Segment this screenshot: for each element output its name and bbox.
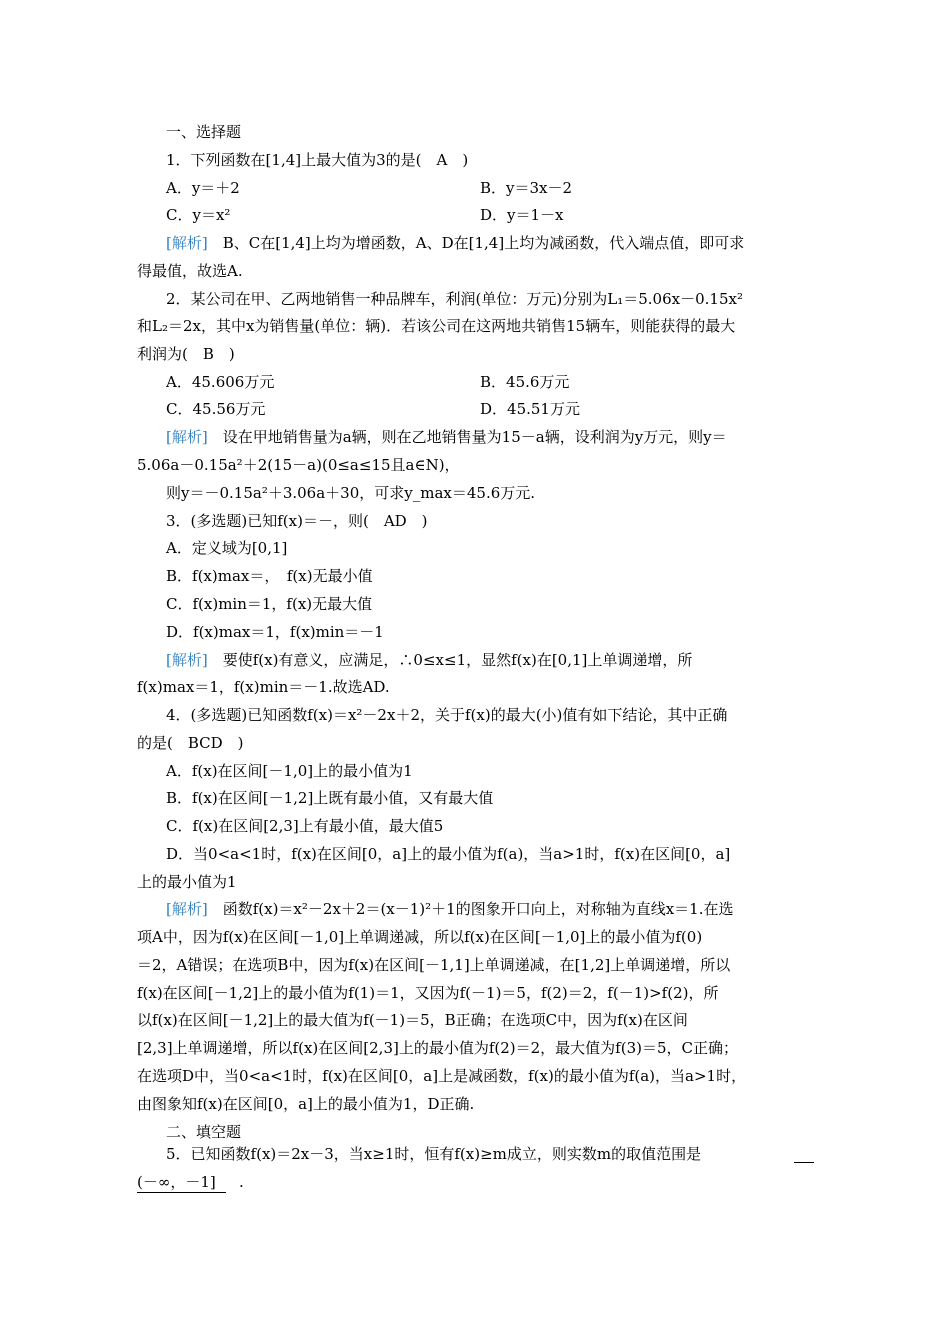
line-text: 上的最小值为1 bbox=[137, 873, 237, 891]
text-line bbox=[137, 677, 390, 697]
text-line bbox=[166, 566, 373, 586]
line-text: 5．已知函数f(x)＝2x－3，当x≥1时，恒有f(x)≥m成立，则实数m的取值范围是 bbox=[166, 1145, 702, 1163]
line-text: ＝2，A错误；在选项B中，因为f(x)在区间[－1,1]上单调递减，在[1,2]上单调递增，所以 bbox=[137, 956, 731, 974]
text-line bbox=[166, 622, 384, 642]
line-text: D．f(x)max＝1，f(x)min＝－1 bbox=[166, 623, 384, 641]
analysis-tag: [解析] bbox=[166, 651, 208, 669]
line-text: A．45.606万元 bbox=[166, 373, 275, 391]
line-text: C．45.56万元 bbox=[166, 400, 266, 418]
line-text: 在选项D中，当0<a<1时，f(x)在区间[0，a]上是减函数，f(x)的最小值为f(a)，当a>1时， bbox=[137, 1067, 747, 1085]
text-line bbox=[166, 650, 692, 670]
text-line bbox=[166, 233, 744, 253]
line-text: 设在甲地销售量为a辆，则在乙地销售量为15－a辆，设利润为y万元，则y＝ bbox=[207, 428, 727, 446]
text-line bbox=[166, 372, 274, 392]
text-line bbox=[166, 538, 287, 558]
line-text: 利润为( B ) bbox=[137, 345, 235, 363]
line-text: 一、选择题 bbox=[166, 123, 242, 141]
text-line bbox=[480, 205, 564, 225]
line-text: 1．下列函数在[1,4]上最大值为3的是( A ) bbox=[166, 151, 469, 169]
end-mark: . bbox=[239, 1173, 244, 1191]
analysis-tag: [解析] bbox=[166, 900, 208, 918]
text-line bbox=[137, 316, 735, 336]
line-text: A．定义域为[0,1] bbox=[166, 539, 288, 557]
line-text: B、C在[1,4]上均为增函数，A、D在[1,4]上均为减函数，代入端点值，即可求 bbox=[207, 234, 745, 252]
text-line bbox=[166, 122, 241, 142]
analysis-tag: [解析] bbox=[166, 234, 208, 252]
text-line bbox=[137, 1094, 474, 1114]
text-line bbox=[166, 1144, 701, 1164]
text-line bbox=[137, 983, 718, 1003]
text-line bbox=[166, 399, 265, 419]
line-text: D．45.51万元 bbox=[480, 400, 580, 418]
text-line bbox=[166, 761, 413, 781]
text-line bbox=[137, 1066, 746, 1086]
text-line bbox=[166, 899, 734, 919]
line-text: D．y＝1－x bbox=[480, 206, 564, 224]
text-line bbox=[137, 455, 460, 475]
line-text: 则y＝－0.15a²＋3.06a＋30，可求y_max＝45.6万元. bbox=[166, 484, 536, 502]
line-text: 由图象知f(x)在区间[0，a]上的最小值为1，D正确. bbox=[137, 1095, 475, 1113]
text-line bbox=[480, 372, 569, 392]
answer-blank: (－∞，－1] bbox=[137, 1172, 226, 1193]
line-text: 5.06a－0.15a²＋2(15－a)(0≤a≤15且a∈N)， bbox=[137, 456, 460, 474]
text-line bbox=[166, 150, 468, 170]
line-text: [2,3]上单调递增，所以f(x)在区间[2,3]上的最小值为f(2)＝2，最大值为f(3)＝5，C正确； bbox=[137, 1039, 738, 1057]
line-text: 2．某公司在甲、乙两地销售一种品牌车，利润(单位：万元)分别为L₁＝5.06x－0.15x² bbox=[166, 290, 743, 308]
text-line bbox=[137, 927, 702, 947]
line-text: f(x)在区间[－1,2]上的最小值为f(1)＝1，又因为f(－1)＝5，f(2)＝2，f(－1)>f(2)，所 bbox=[137, 984, 719, 1002]
line-text: 以f(x)在区间[－1,2]上的最大值为f(－1)＝5，B正确；在选项C中，因为f(x)在区间 bbox=[137, 1011, 688, 1029]
text-line bbox=[166, 705, 727, 725]
line-text: 二、填空题 bbox=[166, 1123, 242, 1141]
text-line bbox=[166, 844, 730, 864]
line-text: C．y＝x² bbox=[166, 206, 231, 224]
text-line bbox=[137, 1038, 738, 1058]
analysis-tag: [解析] bbox=[166, 428, 208, 446]
line-text: B．f(x)在区间[－1,2]上既有最小值，又有最大值 bbox=[166, 789, 494, 807]
line-text: 4．(多选题)已知函数f(x)＝x²－2x＋2，关于f(x)的最大(小)值有如下结论，其中正确 bbox=[166, 706, 728, 724]
text-line bbox=[166, 788, 493, 808]
text-line bbox=[166, 178, 240, 198]
text-line bbox=[137, 1010, 688, 1030]
line-text: B．f(x)max＝， f(x)无最小值 bbox=[166, 567, 373, 585]
line-text: 项A中，因为f(x)在区间[－1,0]上单调递减，所以f(x)在区间[－1,0]上的最小值为f(0) bbox=[137, 928, 703, 946]
text-line bbox=[166, 1122, 241, 1142]
line-text: 要使f(x)有意义，应满足，∴0≤x≤1，显然f(x)在[0,1]上单调递增，所 bbox=[207, 651, 693, 669]
answer-blank-underline bbox=[794, 1144, 814, 1163]
line-text: A．y＝＋2 bbox=[166, 179, 240, 197]
line-text: D．当0<a<1时，f(x)在区间[0，a]上的最小值为f(a)，当a>1时，f(x)在区间[0，a] bbox=[166, 845, 731, 863]
text-line bbox=[480, 178, 572, 198]
text-line bbox=[480, 399, 580, 419]
line-text: 函数f(x)＝x²－2x＋2＝(x－1)²＋1的图象开口向上，对称轴为直线x＝1.在选 bbox=[207, 900, 734, 918]
text-line bbox=[166, 427, 727, 447]
line-text: f(x)max＝1，f(x)min＝－1.故选AD. bbox=[137, 678, 390, 696]
text-line bbox=[166, 594, 372, 614]
line-text: B．y＝3x－2 bbox=[480, 179, 573, 197]
text-line bbox=[137, 955, 730, 975]
text-line bbox=[137, 733, 244, 753]
line-text: B．45.6万元 bbox=[480, 373, 570, 391]
text-line bbox=[137, 344, 235, 364]
line-text: 的是( BCD ) bbox=[137, 734, 244, 752]
line-text: 和L₂＝2x，其中x为销售量(单位：辆)．若该公司在这两地共销售15辆车，则能获得的最大 bbox=[137, 317, 736, 335]
text-line bbox=[137, 872, 237, 892]
text-line bbox=[166, 816, 443, 836]
text-line bbox=[166, 511, 428, 531]
line-text: 得最值，故选A. bbox=[137, 262, 243, 280]
line-text: A．f(x)在区间[－1,0]上的最小值为1 bbox=[166, 762, 413, 780]
line-text: 3．(多选题)已知f(x)＝－，则( AD ) bbox=[166, 512, 428, 530]
line-text: C．f(x)在区间[2,3]上有最小值，最大值5 bbox=[166, 817, 444, 835]
line-text: C．f(x)min＝1，f(x)无最大值 bbox=[166, 595, 373, 613]
text-line bbox=[166, 289, 743, 309]
text-line bbox=[137, 261, 243, 281]
text-line bbox=[166, 205, 230, 225]
text-line bbox=[166, 483, 535, 503]
